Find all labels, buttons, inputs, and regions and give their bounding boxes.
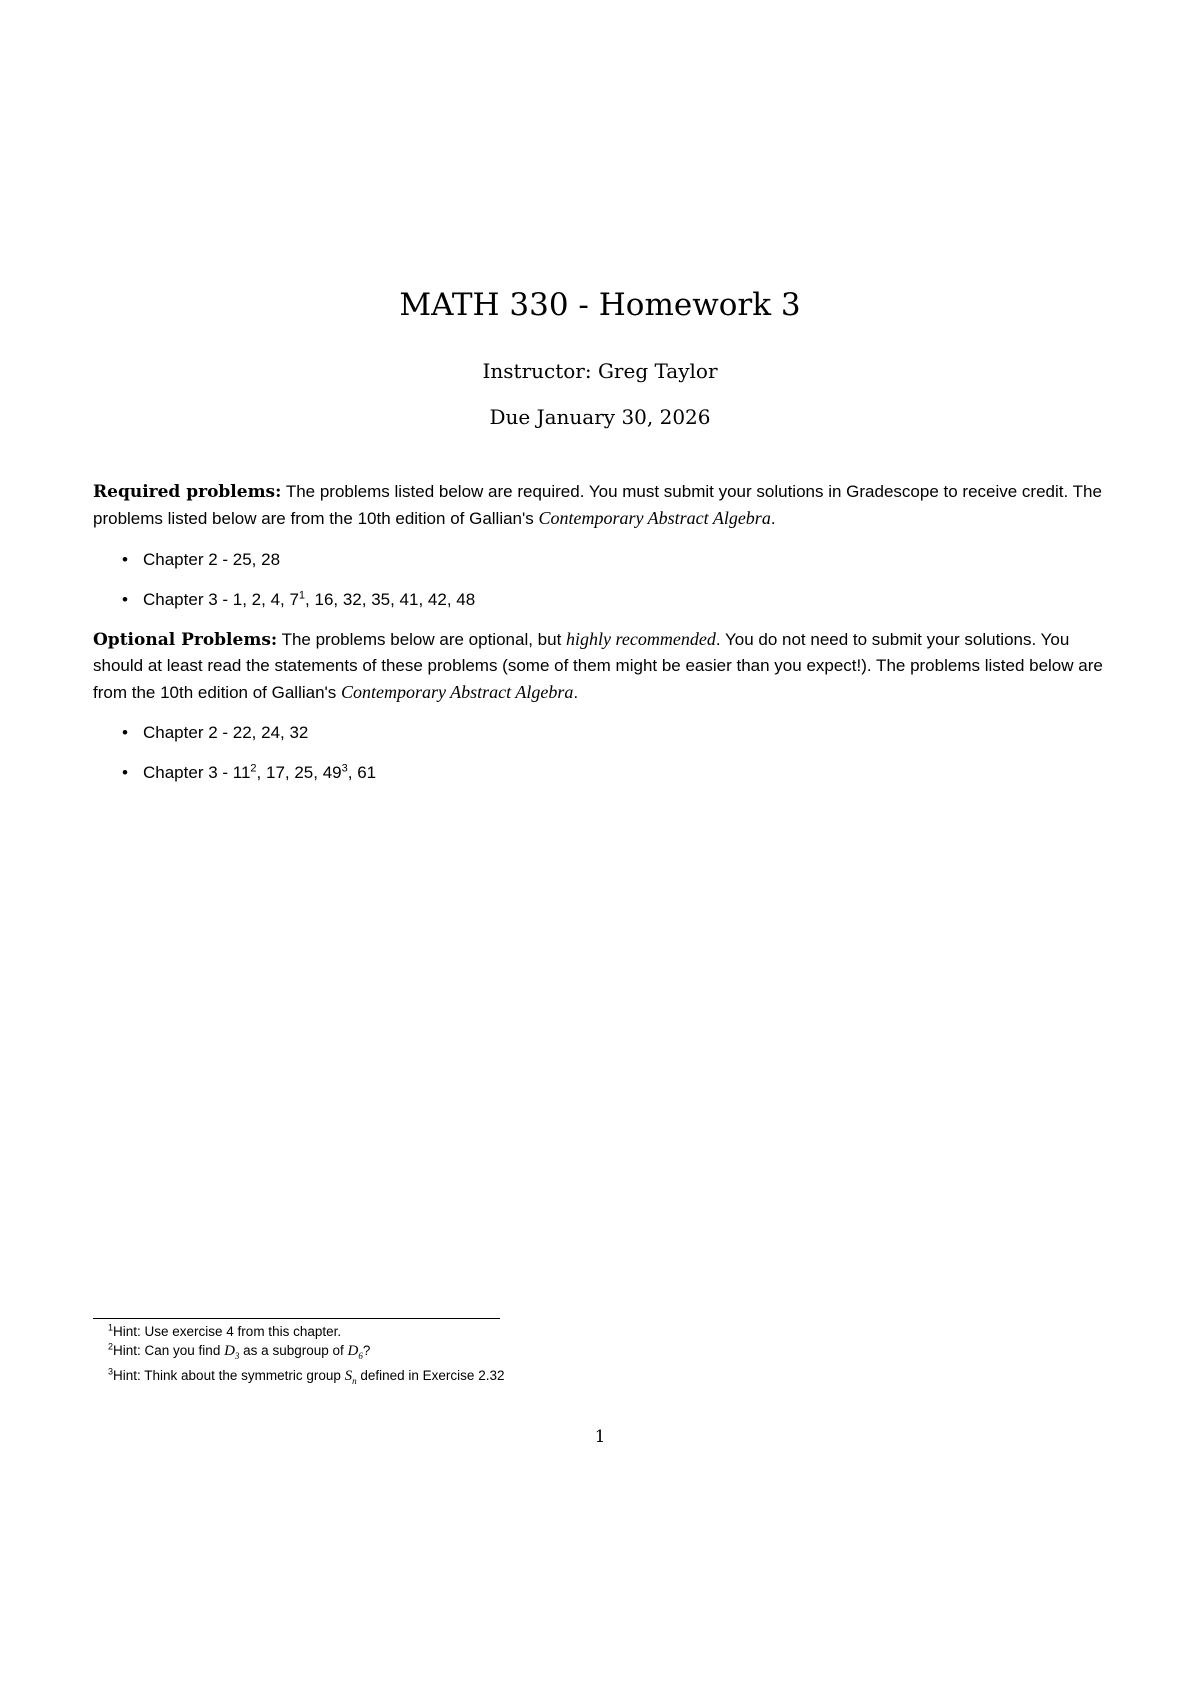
footnote-text-middle: as a subgroup of <box>239 1343 348 1358</box>
list-item-label: Chapter 2 - 22, 24, 32 <box>143 723 309 742</box>
emphasis-text: highly recommended <box>566 629 716 649</box>
footnote <box>108 1366 1008 1391</box>
required-problems-list <box>122 547 1082 627</box>
footnote <box>108 1341 1008 1366</box>
math-letter: D <box>347 1343 359 1359</box>
math-letter: D <box>224 1343 235 1359</box>
footnotes <box>108 1322 1008 1391</box>
page-number: 1 <box>594 1427 606 1447</box>
required-intro-text: The problems listed below are required. You must submit your solutions in Gradescope to receive credit. The problems listed below are from the 10th edition of Gallian's <box>93 482 1102 528</box>
list-item <box>122 547 1082 587</box>
list-item-label: Chapter 3 - 1, 2, 4, 7 <box>143 590 299 609</box>
optional-intro-continued: . You do not need to submit your solutions. You should at least read the statements of these problems (some of them might be easier than you expect!). The problems listed below are from the 10th edition of Gallian's <box>93 630 1103 702</box>
footnote-text: Hint: Use exercise 4 from this chapter. <box>113 1324 342 1339</box>
due-date: Due January 30, 2026 <box>489 405 711 429</box>
bullet-icon: • <box>122 550 128 569</box>
bullet-icon: • <box>122 763 128 782</box>
footnote-divider <box>93 1318 500 1319</box>
footnote-reference[interactable]: 3 <box>341 762 348 775</box>
list-item-label: Chapter 2 - 25, 28 <box>143 550 281 569</box>
math-symbol <box>345 1368 357 1384</box>
list-item <box>122 720 1082 760</box>
list-item-label-rest: , 16, 32, 35, 41, 42, 48 <box>305 590 476 609</box>
instructor-line: Instructor: Greg Taylor <box>482 359 718 383</box>
math-subscript: 3 <box>234 1351 240 1361</box>
footnote <box>108 1322 1008 1341</box>
math-subscript: 6 <box>358 1351 363 1361</box>
footnote-mark: 2 <box>108 1341 114 1352</box>
book-title: Contemporary Abstract Algebra <box>538 508 771 528</box>
list-item <box>122 587 1082 627</box>
footnote-text-end: ? <box>362 1343 371 1358</box>
optional-problems-paragraph <box>93 626 1116 706</box>
required-intro-end: . <box>770 509 776 528</box>
footnote-reference[interactable]: 1 <box>298 589 306 602</box>
optional-problems-heading: Optional Problems: <box>93 630 278 650</box>
footnote-reference[interactable]: 2 <box>250 762 257 775</box>
footnote-text-end: defined in Exercise 2.32 <box>356 1368 505 1383</box>
list-item <box>122 760 1082 800</box>
footnote-text: Hint: Think about the symmetric group <box>113 1368 345 1383</box>
required-problems-heading: Required problems: <box>93 482 282 502</box>
footnote-mark: 1 <box>108 1322 114 1333</box>
math-letter: S <box>344 1368 353 1384</box>
math-subscript: n <box>352 1376 357 1386</box>
list-item-label-rest: , 17, 25, 49 <box>256 763 342 782</box>
math-symbol <box>224 1343 239 1359</box>
document-title: MATH 330 - Homework 3 <box>399 287 801 323</box>
list-item-label-end: , 61 <box>347 763 377 782</box>
list-item-label: Chapter 3 - 11 <box>143 763 251 782</box>
optional-intro-end: . <box>573 683 579 702</box>
footnote-text: Hint: Can you find <box>113 1343 225 1358</box>
optional-intro-text: The problems below are optional, but <box>277 630 567 649</box>
footnote-mark: 3 <box>108 1366 114 1377</box>
required-problems-paragraph <box>93 479 1116 532</box>
bullet-icon: • <box>122 590 128 609</box>
math-symbol <box>348 1343 363 1359</box>
bullet-icon: • <box>122 723 128 742</box>
book-title: Contemporary Abstract Algebra <box>341 682 574 702</box>
optional-problems-list <box>122 720 1082 800</box>
